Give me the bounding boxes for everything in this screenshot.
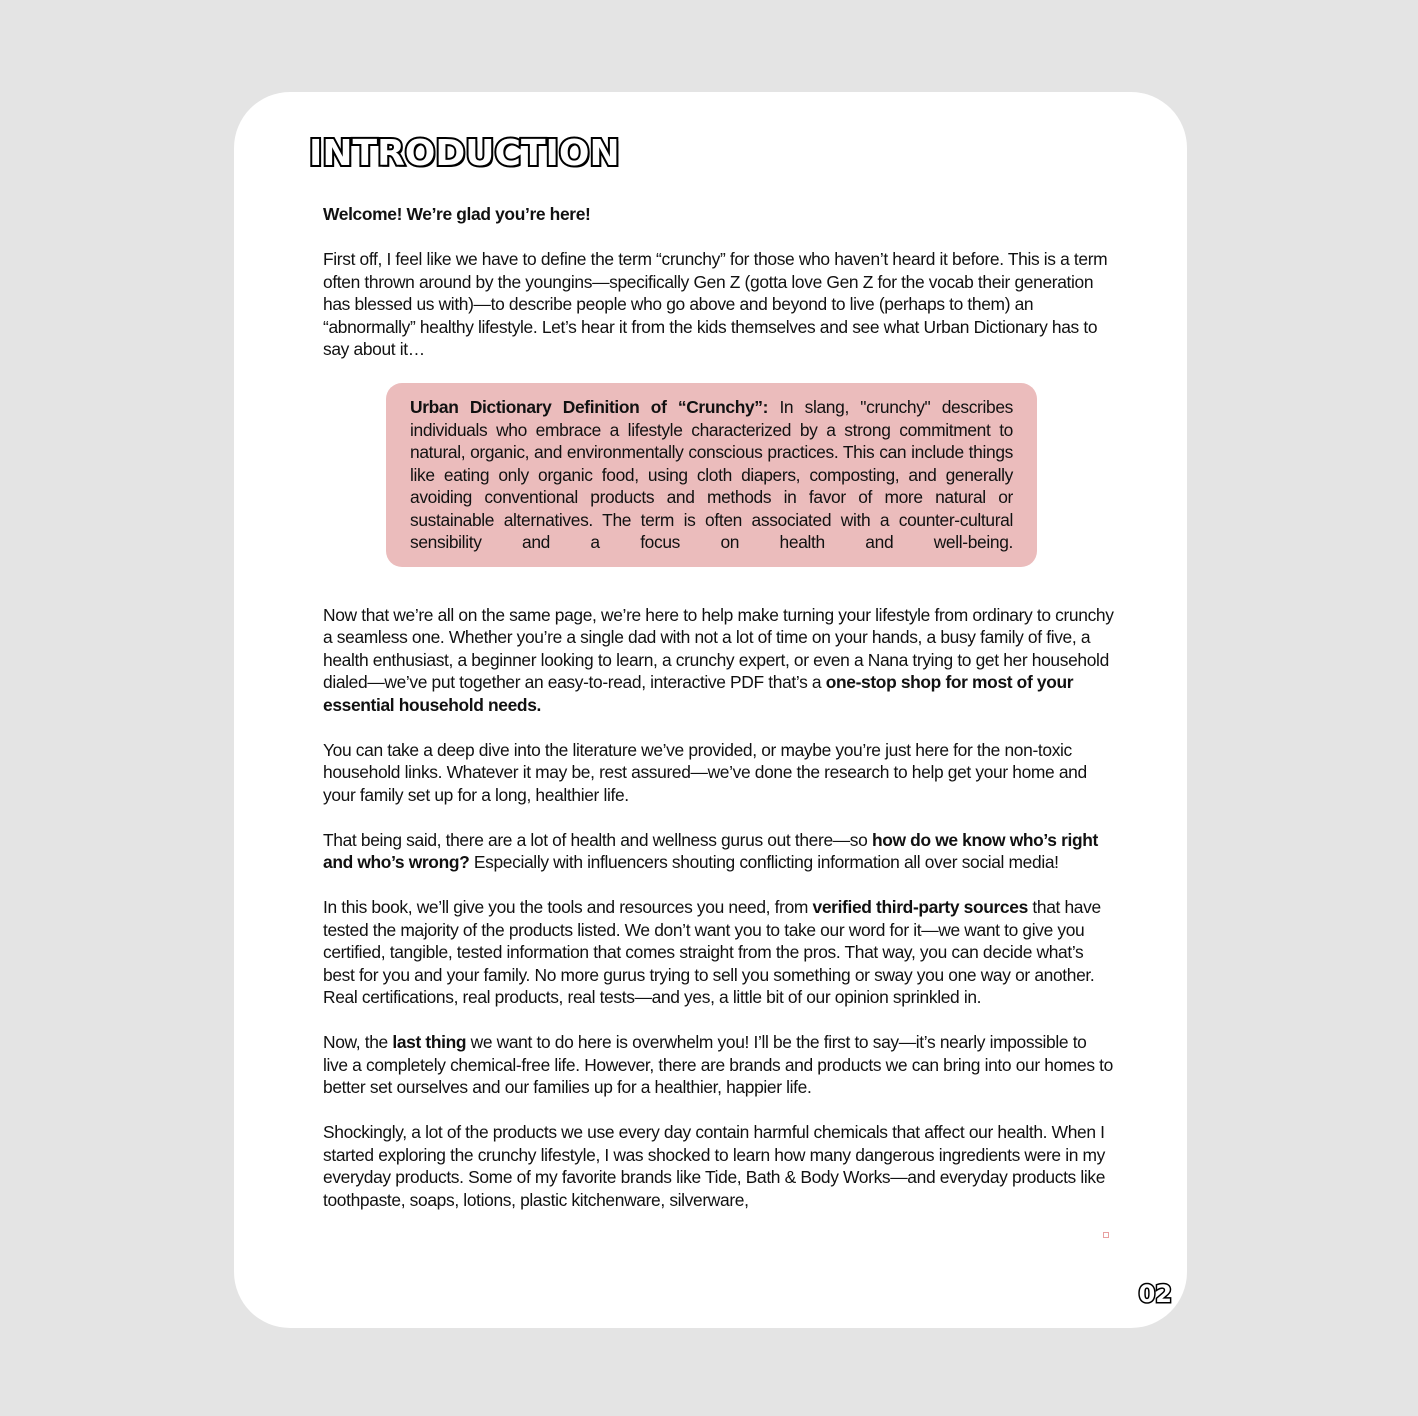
welcome-heading: Welcome! We’re glad you’re here! xyxy=(323,204,591,224)
paragraph-gurus xyxy=(323,829,1115,874)
definition-callout xyxy=(386,383,1037,567)
body-text xyxy=(323,203,1115,1234)
paragraph-crunchy-definition-intro: First off, I feel like we have to define the term “crunchy” for those who haven’t heard it before. This is a term often thrown around by the youngins—specifically Gen Z (gotta love Gen Z for the vocab their generation has blessed us with)—to describe people who go above and beyond to live (perhaps to them) an “abnormally” healthy lifestyle. Let’s hear it from the kids themselves and see what Urban Dictionary has to say about it… xyxy=(323,249,1108,359)
paragraph-same-page xyxy=(323,604,1115,717)
paragraph-sources-after: that have tested the majority of the products listed. We don’t want you to take our word for it—we want to give you certified, tangible, tested information that comes straight from the pros. That way, you can decide what’s best for you and your family. No more gurus trying to sell you something or sway you one way or another. Real certifications, real products, real tests—and yes, a little bit of our opinion sprinkled in. xyxy=(323,897,1101,1007)
paragraph-gurus-after: Especially with influencers shouting conflicting information all over social media! xyxy=(469,852,1059,872)
paragraph-sources xyxy=(323,896,1115,1009)
page-number: 02 xyxy=(1138,1280,1172,1308)
paragraph-overwhelm-after: we want to do here is overwhelm you! I’ll be the first to say—it’s nearly impossible to live a completely chemical-free life. However, there are brands and products we can bring into our homes to better set ourselves and our families up for a healthier, happier life. xyxy=(323,1032,1113,1097)
callout-label: Urban Dictionary Definition of “Crunchy”: xyxy=(410,397,769,417)
paragraph-overwhelm-bold: last thing xyxy=(392,1032,467,1052)
paragraph-gurus-bold: how do we know who’s right and who’s wrong? xyxy=(323,829,1098,872)
paragraph-overwhelm xyxy=(323,1031,1115,1099)
paragraph-overwhelm-before: Now, the xyxy=(323,1032,393,1052)
paragraph-gurus-before: That being said, there are a lot of health and wellness gurus out there—so xyxy=(323,829,872,850)
small-marker-icon xyxy=(1103,1232,1109,1238)
paragraph-deep-dive: You can take a deep dive into the literature we’ve provided, or maybe you’re just here for the non-toxic household links. Whatever it may be, rest assured—we’ve done the research to help get your home and your family set up for a long, healthier life. xyxy=(323,739,1087,805)
paragraph-same-page-bold: one-stop shop for most of your essential household needs. xyxy=(323,672,1074,715)
callout-text: In slang, "crunchy" describes individuals who embrace a lifestyle characterized by a strong commitment to natural, organic, and environmentally conscious practices. This can include things like eating only organic food, using cloth diapers, composting, and generally avoiding conventional products and methods in favor of more natural or sustainable alternatives. The term is often associated with a counter-cultural sensibility and a focus on health and well-being. xyxy=(410,397,1014,552)
document-page xyxy=(234,92,1187,1328)
paragraph-same-page-text: Now that we’re all on the same page, we’re here to help make turning your lifestyle from ordinary to crunchy a seamless one. Whether you’re a single dad with not a lot of time on your hands, a busy family of five, a health enthusiast, a beginner looking to learn, a crunchy expert, or even a Nana trying to get her household dialed—we’ve put together an easy-to-read, interactive PDF that’s a xyxy=(323,604,1114,692)
paragraph-sources-bold: verified third-party sources xyxy=(812,897,1028,917)
paragraph-chemicals: Shockingly, a lot of the products we use every day contain harmful chemicals that affect our health. When I started exploring the crunchy lifestyle, I was shocked to learn how many dangerous ingredients were in my everyday products. Some of my favorite brands like Tide, Bath & Body Works—and everyday products like toothpaste, soaps, lotions, plastic kitchenware, silverware, xyxy=(323,1122,1106,1210)
paragraph-sources-before: In this book, we’ll give you the tools and resources you need, from xyxy=(323,897,813,917)
page-title: INTRODUCTION xyxy=(309,133,620,174)
